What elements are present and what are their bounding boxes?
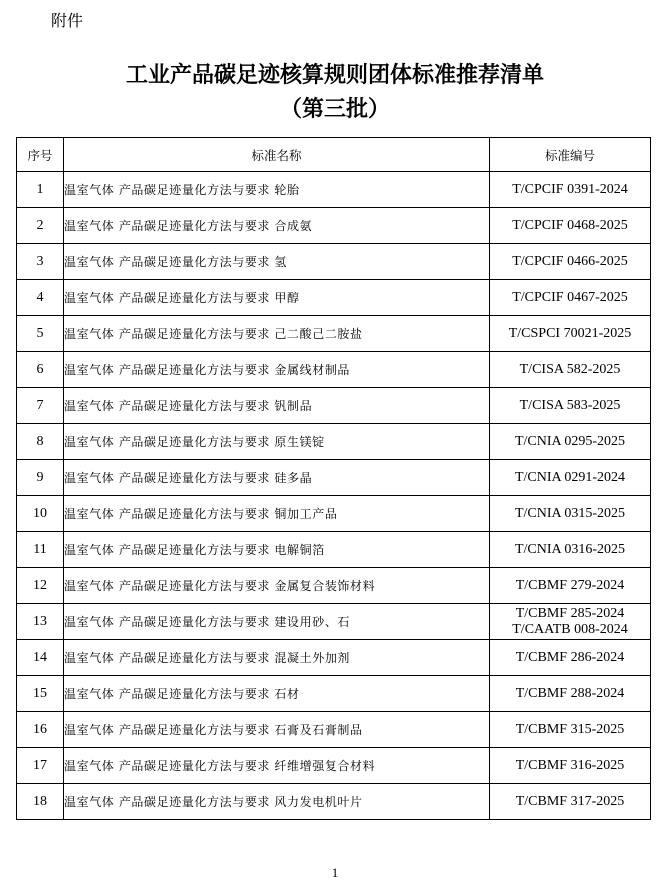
standard-code-line: T/CNIA 0316-2025 [514, 541, 626, 557]
row-standard-code [490, 208, 651, 244]
table-row [17, 712, 651, 748]
row-standard-code [490, 748, 651, 784]
table-header-row [17, 138, 651, 172]
row-standard-code [490, 676, 651, 712]
row-standard-code [490, 352, 651, 388]
row-serial-number: 16 [17, 712, 64, 748]
row-serial-number: 4 [17, 280, 64, 316]
document-subtitle-batch: （第三批） [279, 97, 390, 122]
row-serial-number: 9 [17, 460, 64, 496]
row-serial-number: 1 [17, 172, 64, 208]
row-standard-code [490, 460, 651, 496]
standard-code-line: T/CBMF 286-2024 [515, 649, 625, 665]
row-serial-number: 17 [17, 748, 64, 784]
row-standard-code [490, 496, 651, 532]
document-title: 工业产品碳足迹核算规则团体标准推荐清单 [125, 63, 544, 88]
row-standard-code [490, 424, 651, 460]
standard-code-line: T/CNIA 0295-2025 [514, 433, 626, 449]
row-standard-code [490, 172, 651, 208]
row-standard-code [490, 388, 651, 424]
table-row [17, 496, 651, 532]
row-standard-name: 温室气体 产品碳足迹量化方法与要求 原生镁锭 [64, 424, 490, 460]
row-serial-number: 8 [17, 424, 64, 460]
row-standard-name: 温室气体 产品碳足迹量化方法与要求 氢 [64, 244, 490, 280]
row-standard-name: 温室气体 产品碳足迹量化方法与要求 建设用砂、石 [64, 604, 490, 640]
table-row [17, 316, 651, 352]
standard-code-line: T/CSPCI 70021-2025 [508, 325, 632, 341]
row-standard-name: 温室气体 产品碳足迹量化方法与要求 混凝土外加剂 [64, 640, 490, 676]
row-standard-code [490, 712, 651, 748]
row-standard-code [490, 532, 651, 568]
row-standard-name: 温室气体 产品碳足迹量化方法与要求 风力发电机叶片 [64, 784, 490, 820]
standard-code-line: T/CPCIF 0467-2025 [512, 289, 628, 305]
row-serial-number: 5 [17, 316, 64, 352]
row-standard-code [490, 784, 651, 820]
table-row [17, 352, 651, 388]
row-serial-number: 6 [17, 352, 64, 388]
table-row [17, 604, 651, 640]
table-row [17, 676, 651, 712]
standard-code-line: T/CISA 583-2025 [519, 397, 621, 413]
standard-code-line: T/CPCIF 0468-2025 [512, 217, 628, 233]
header-serial-number: 序号 [17, 138, 64, 172]
row-standard-name: 温室气体 产品碳足迹量化方法与要求 纤维增强复合材料 [64, 748, 490, 784]
table-row [17, 568, 651, 604]
table-row [17, 748, 651, 784]
row-standard-code [490, 280, 651, 316]
standard-code-line: T/CBMF 285-2024 [515, 605, 625, 621]
row-standard-name: 温室气体 产品碳足迹量化方法与要求 钒制品 [64, 388, 490, 424]
attachment-label: 附件 [51, 11, 84, 30]
table-row [17, 784, 651, 820]
row-serial-number: 12 [17, 568, 64, 604]
row-standard-code [490, 244, 651, 280]
row-serial-number: 13 [17, 604, 64, 640]
row-serial-number: 2 [17, 208, 64, 244]
standard-code-line: T/CISA 582-2025 [519, 361, 621, 377]
row-serial-number: 3 [17, 244, 64, 280]
table-row [17, 244, 651, 280]
row-serial-number: 10 [17, 496, 64, 532]
row-serial-number: 11 [17, 532, 64, 568]
row-standard-name: 温室气体 产品碳足迹量化方法与要求 石膏及石膏制品 [64, 712, 490, 748]
row-standard-name: 温室气体 产品碳足迹量化方法与要求 铜加工产品 [64, 496, 490, 532]
table-row [17, 208, 651, 244]
standard-code-line: T/CBMF 279-2024 [515, 577, 625, 593]
standard-code-line: T/CNIA 0291-2024 [514, 469, 626, 485]
row-standard-name: 温室气体 产品碳足迹量化方法与要求 甲醇 [64, 280, 490, 316]
standard-code-line: T/CAATB 008-2024 [512, 621, 628, 637]
table-row [17, 460, 651, 496]
header-standard-code: 标准编号 [490, 138, 651, 172]
row-standard-name: 温室气体 产品碳足迹量化方法与要求 轮胎 [64, 172, 490, 208]
table-row [17, 532, 651, 568]
row-standard-code [490, 604, 651, 640]
row-serial-number: 14 [17, 640, 64, 676]
standard-code-line: T/CPCIF 0391-2024 [512, 181, 628, 197]
row-standard-name: 温室气体 产品碳足迹量化方法与要求 硅多晶 [64, 460, 490, 496]
row-serial-number: 7 [17, 388, 64, 424]
row-standard-name: 温室气体 产品碳足迹量化方法与要求 电解铜箔 [64, 532, 490, 568]
standard-code-line: T/CBMF 315-2025 [515, 721, 625, 737]
standard-code-line: T/CPCIF 0466-2025 [512, 253, 628, 269]
standard-code-line: T/CBMF 317-2025 [515, 793, 625, 809]
row-standard-code [490, 316, 651, 352]
standard-code-line: T/CBMF 288-2024 [515, 685, 625, 701]
standard-code-line: T/CNIA 0315-2025 [514, 505, 626, 521]
row-serial-number: 18 [17, 784, 64, 820]
table-body [17, 172, 651, 820]
row-standard-code [490, 640, 651, 676]
row-serial-number: 15 [17, 676, 64, 712]
row-standard-code [490, 568, 651, 604]
table-row [17, 172, 651, 208]
row-standard-name: 温室气体 产品碳足迹量化方法与要求 石材 [64, 676, 490, 712]
page-number: 1 [331, 865, 339, 880]
table-row [17, 280, 651, 316]
row-standard-name: 温室气体 产品碳足迹量化方法与要求 合成氨 [64, 208, 490, 244]
row-standard-name: 温室气体 产品碳足迹量化方法与要求 金属复合装饰材料 [64, 568, 490, 604]
standard-code-line: T/CBMF 316-2025 [515, 757, 625, 773]
table-row [17, 640, 651, 676]
table-row [17, 424, 651, 460]
header-standard-name: 标准名称 [64, 138, 490, 172]
standards-table [16, 137, 651, 820]
table-row [17, 388, 651, 424]
row-standard-name: 温室气体 产品碳足迹量化方法与要求 己二酸己二胺盐 [64, 316, 490, 352]
row-standard-name: 温室气体 产品碳足迹量化方法与要求 金属线材制品 [64, 352, 490, 388]
